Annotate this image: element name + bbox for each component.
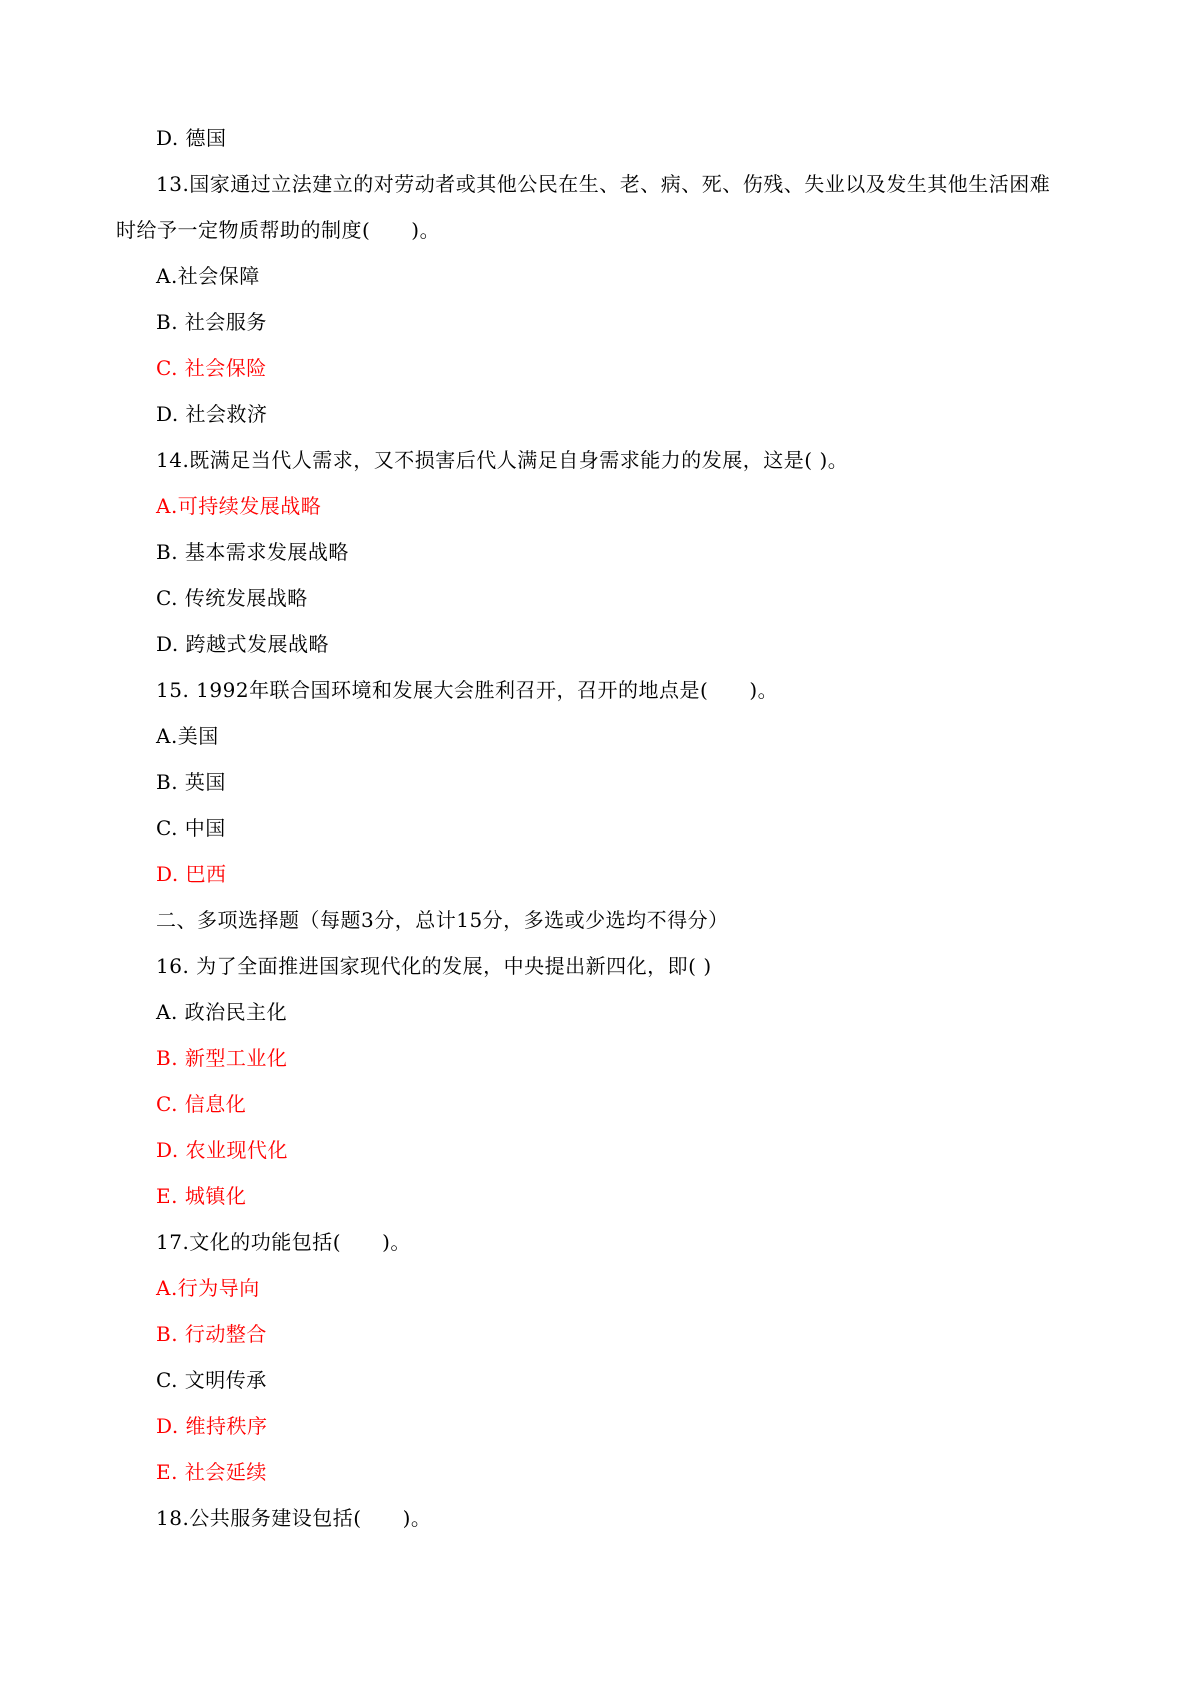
option-line: C. 文明传承 (156, 1368, 267, 1392)
question-18: 18.公共服务建设包括( )。 (156, 1506, 432, 1530)
option-line: D. 德国 (156, 126, 227, 150)
answer-option-line: A.可持续发展战略 (156, 494, 322, 518)
question-13: 13.国家通过立法建立的对劳动者或其他公民在生、老、病、死、伤残、失业以及发生其他生活困难 (156, 172, 1051, 196)
answer-option-line: C. 社会保险 (156, 356, 267, 380)
answer-option-line: B. 行动整合 (156, 1322, 267, 1346)
question-15: 15. 1992年联合国环境和发展大会胜利召开，召开的地点是( )。 (156, 678, 779, 702)
answer-option-line: D. 维持秩序 (156, 1414, 268, 1438)
section-heading: 二、多项选择题（每题3分，总计15分，多选或少选均不得分） (156, 908, 729, 932)
question-16: 16. 为了全面推进国家现代化的发展，中央提出新四化，即( ) (156, 954, 712, 978)
option-line: B. 社会服务 (156, 310, 267, 334)
option-line: D. 跨越式发展战略 (156, 632, 330, 656)
option-line: B. 英国 (156, 770, 226, 794)
option-line: B. 基本需求发展战略 (156, 540, 349, 564)
option-line: C. 传统发展战略 (156, 586, 308, 610)
answer-option-line: C. 信息化 (156, 1092, 247, 1116)
answer-option-line: A.行为导向 (156, 1276, 260, 1300)
option-line: A. 政治民主化 (156, 1000, 288, 1024)
question-17: 17.文化的功能包括( )。 (156, 1230, 411, 1254)
question-13-continuation: 时给予一定物质帮助的制度( )。 (116, 218, 441, 242)
answer-option-line: D. 农业现代化 (156, 1138, 289, 1162)
answer-option-line: B. 新型工业化 (156, 1046, 288, 1070)
option-line: A.社会保障 (156, 264, 260, 288)
answer-option-line: E. 社会延续 (156, 1460, 267, 1484)
answer-option-line: D. 巴西 (156, 862, 227, 886)
answer-option-line: E. 城镇化 (156, 1184, 247, 1208)
option-line: D. 社会救济 (156, 402, 268, 426)
option-line: A.美国 (156, 724, 219, 748)
option-line: C. 中国 (156, 816, 226, 840)
question-14: 14.既满足当代人需求，又不损害后代人满足自身需求能力的发展，这是( )。 (156, 448, 849, 472)
